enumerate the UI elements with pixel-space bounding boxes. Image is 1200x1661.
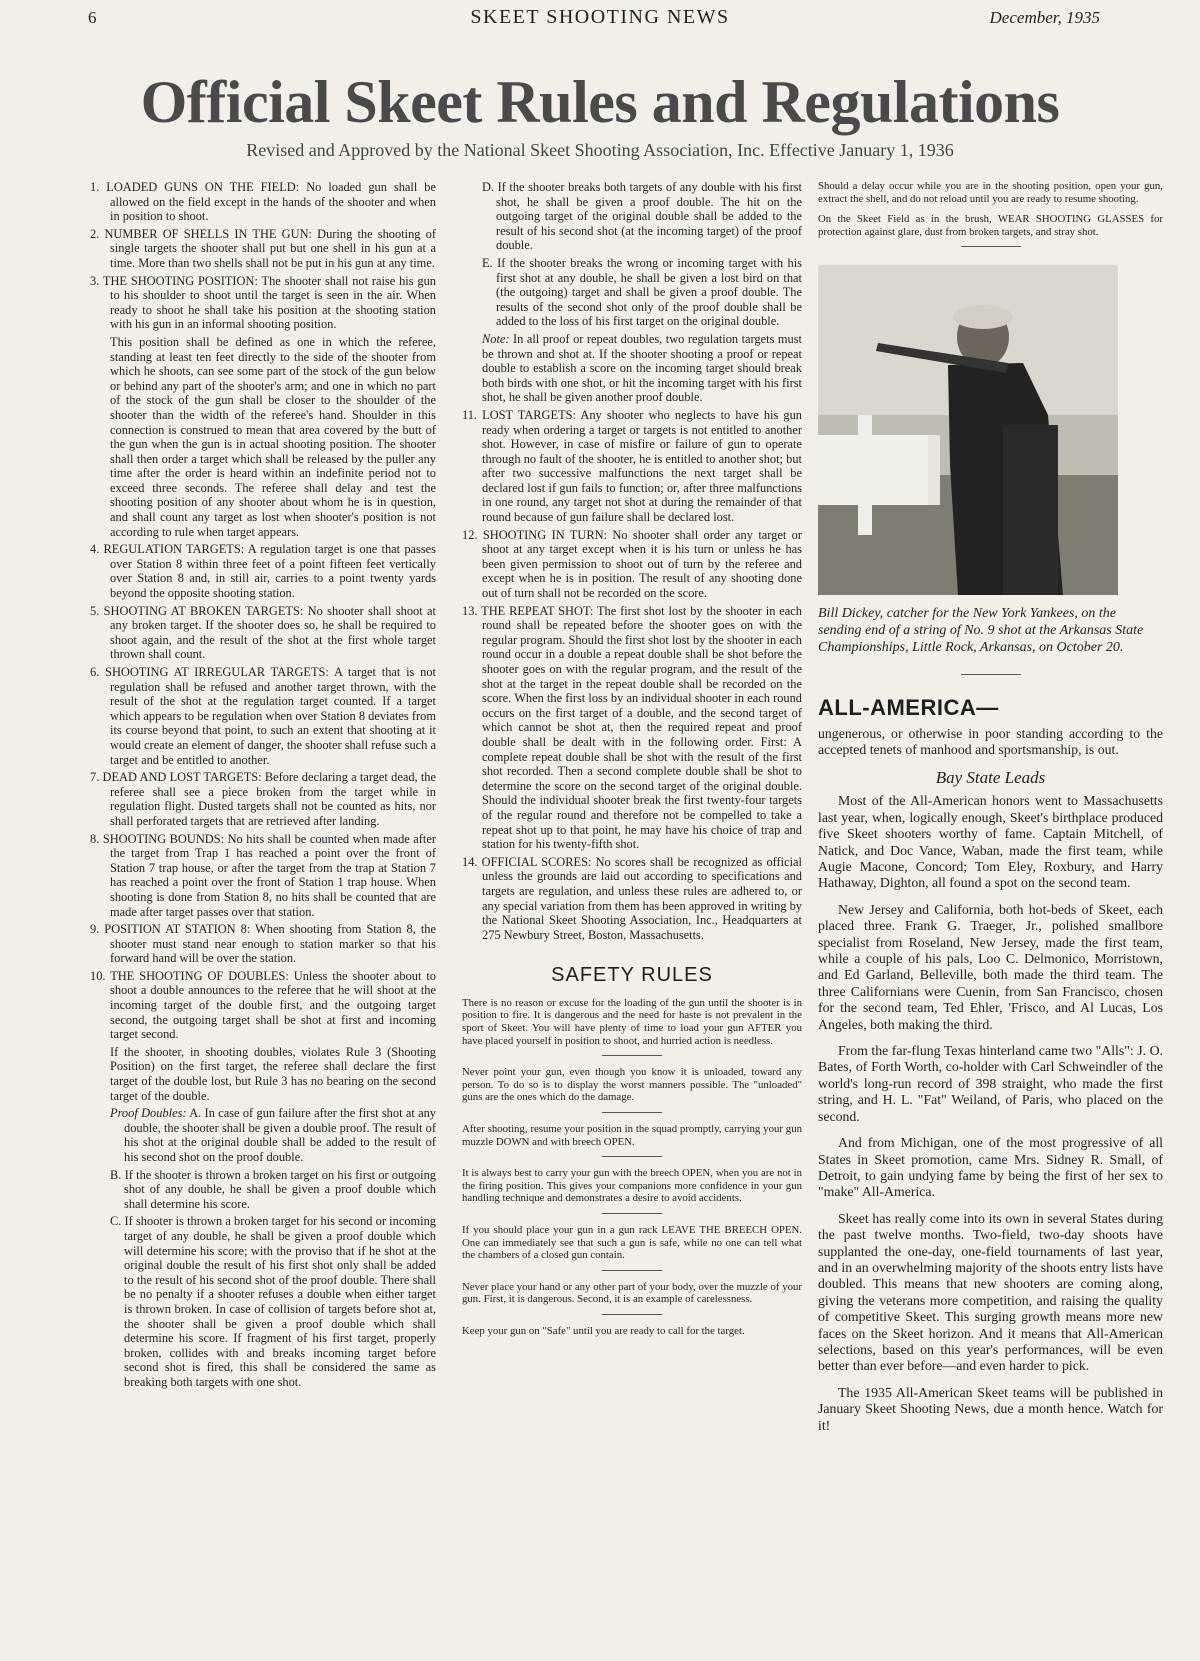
rule-14: 14. OFFICIAL SCORES: No scores shall be recognized as official unless the grounds are laid out according to specifications and targets are regulation, and unless these rules are adhered to, or any special variation from them has been approved in writing by the National Skeet Shooting Association, Inc., Headquarters at 275 Newbury Street, Boston, Massachusetts. [462, 854, 802, 942]
safety-paragraph: There is no reason or excuse for the loading of the gun until the shooter is in position to fire. It is dangerous and the need for haste is not prevalent in the sport of Skeet. You will have plenty of time to load your gun AFTER you have placed yourself in position to shoot, and hurried action is needless. [462, 996, 802, 1047]
publication-name: SKEET SHOOTING NEWS [470, 6, 730, 28]
article-paragraph: From the far-flung Texas hinterland came two "Alls": J. O. Bates, of Forth Worth, co-holder with Carl Schweindler of the world's long-run record of 398 straight, who made the first string, and H. L. "Fat" Weiland, of Paris, who placed on the second. [818, 1043, 1163, 1124]
proof-doubles-b: B. If the shooter is thrown a broken target on his first or outgoing shot of any double, he shall be given a proof double which shall determine his score. [110, 1167, 436, 1211]
issue-date: December, 1935 [989, 8, 1100, 27]
page-number: 6 [88, 8, 97, 27]
article-paragraph: ungenerous, or otherwise in poor standing according to the accepted tenets of manhood and sportsmanship, is out. [818, 725, 1163, 758]
safety-paragraph: If you should place your gun in a gun rack LEAVE THE BREECH OPEN. One can immediately see that such a gun is safe, while no one can tell what the chambers of a closed gun contain. [462, 1224, 802, 1262]
rule-12: 12. SHOOTING IN TURN: No shooter shall order any target or shoot at any target except when it is his turn or unless he has been given permission to shoot out of turn by the referee and except when he is in position. The result of any shooting done out of turn shall not be recorded on the score. [462, 527, 802, 601]
column-2 [462, 180, 802, 1630]
safety-paragraph: It is always best to carry your gun with the breech OPEN, when you are not in the firing position. This gives your companions more confidence in your gun handling technique and demonstrates a desire to avoid accidents. [462, 1167, 802, 1205]
rule-10-detail: If the shooter, in shooting doubles, violates Rule 3 (Shooting Position) on the first target, the referee shall declare the first target of the double lost, but Rule 3 has no bearing on the second target of the double. [110, 1044, 436, 1103]
proof-doubles-e: E. If the shooter breaks the wrong or incoming target with his first shot at any double, he shall be given a lost bird on that (the outgoing) target and shall be given a proof double. The results of the second shot only of the proof double shall be added to the loss of his first target on the original double. [482, 255, 802, 329]
safety-paragraph: Keep your gun on "Safe" until you are ready to call for the target. [462, 1324, 745, 1337]
page-subtitle: Revised and Approved by the National Skeet Shooting Association, Inc. Effective January 1, 1936 [246, 140, 954, 160]
rule-3: 3. THE SHOOTING POSITION: The shooter shall not raise his gun to his shoulder to shoot until the target is seen in the air. When ready to shoot he shall take his position at the shooting station with his gun in an informal shooting position. [90, 273, 436, 332]
rule-4: 4. REGULATION TARGETS: A regulation target is one that passes over Station 8 within three feet of a point fifteen feet vertically over Station 8 and, in still air, carries to a point twenty yards beyond the opposite shooting station. [90, 542, 436, 601]
safety-paragraph: After shooting, resume your position in the squad promptly, carrying your gun muzzle DOWN and with breech OPEN. [462, 1123, 802, 1148]
note-label: Note: [482, 331, 510, 346]
rule-7: 7. DEAD AND LOST TARGETS: Before declaring a target dead, the referee shall see a piece broken from the target while in regulation flight. Dusted targets shall not be counted as hits, nor shall perforated targets that are retrieved after landing. [90, 770, 436, 828]
article-paragraph: And from Michigan, one of the most progressive of all States in Skeet promotion, came Mrs. Sidney R. Small, of Detroit, to gain undying fame by being the first of her sex to "make" All-America. [818, 1135, 1163, 1200]
article-paragraph: The 1935 All-American Skeet teams will be published in January Skeet Shooting News, due a month hence. Watch for it! [818, 1384, 1163, 1433]
proof-doubles-a: Proof Doubles: A. In case of gun failure after the first shot at any double, the shooter shall be given a double proof. The result of his shot at the original double shall be added to the result of his second shot on the proof double. [110, 1106, 436, 1164]
divider [602, 1314, 662, 1315]
rule-2: 2. NUMBER OF SHELLS IN THE GUN: During the shooting of single targets the shooter shall put but one shell in his gun at a time. More than two shells shall not be put in his gun at any time. [90, 226, 436, 270]
rule-6: 6. SHOOTING AT IRREGULAR TARGETS: A target that is not regulation shall be refused and another target thrown, with the result of the shot at the regulation target counted. If a target which appears to be regulation when over Station 8 deviates from its course beyond that point, to such an extent that shooting at it would create an element of danger, the shooter shall refuse such a target and be entitled to another. [90, 665, 436, 767]
article-paragraph: Skeet has really come into its own in several States during the past twelve months. Two-field, two-day shoots have supplanted the one-day, one-field tournaments of last year, and in an overwhelming majority of the shoots entry lists have doubled. This means that new shooters are coming along, giving the veterans more competition, and raising the quality of competitive Skeet. This surging growth means more new faces on the Skeet horizon. And it means that All-American selections, based on this year's performances, will be even better than ever before—and even harder to pick. [818, 1210, 1163, 1374]
divider [961, 246, 1021, 247]
column-3 [818, 180, 1163, 1630]
rule-8: 8. SHOOTING BOUNDS: No hits shall be counted when made after the target from Trap 1 has reached a point over the front of Station 7 trap house, or after the target from the trap at Station 7 has reached a point over the front of Station 1 trap house. When shooting is done from Station 8, no hits shall be counted that are made after target passes over that station. [90, 831, 436, 919]
safety-paragraph: Should a delay occur while you are in the shooting position, open your gun, extract the shell, and do not reload until you are ready to resume shooting. [818, 180, 1163, 205]
divider [961, 674, 1021, 675]
rule-5: 5. SHOOTING AT BROKEN TARGETS: No shooter shall shoot at any broken target. If the shooter does so, he shall be required to shoot again, and the result of the shot at the first whole target thrown shall count. [90, 603, 436, 662]
shooter-photo-illustration [818, 265, 1118, 595]
divider [602, 1055, 662, 1056]
safety-paragraph: Never place your hand or any other part of your body, over the muzzle of your gun. First, it is dangerous. Second, it is an example of carelessness. [462, 1280, 802, 1306]
proof-doubles-c: C. If shooter is thrown a broken target for his second or incoming target of any double, he shall be given a proof double which will determine his score; with the proviso that if he shot at the original double the result of his first shot only shall be added to the result of his second shot of the proof double. There shall be no penalty if a shooter refuses a double when either target is thrown broken. In case of collision of targets before shot at, the shooter shall be given a proof double which shall determine his score. If fragment of his first target, properly broken, collides with and breaks incoming target before second shot is fired, this shall be considered the same as breaking both targets with one shot. [110, 1214, 436, 1389]
divider [602, 1213, 662, 1214]
safety-rules-heading: SAFETY RULES [551, 964, 713, 987]
article-paragraph: New Jersey and California, both hot-beds of Skeet, each placed three. Frank G. Traeger, Jr., polished smallbore specialist from Roseland, New Jersey, made the first team, while a couple of his pals, Loo C. Delmonico, Morristown, and Ed Garland, Belleville, both made the third team. The three Californians were Cuenin, from San Francisco, chosen for the second team, Ted Ehler, 'Frisco, and Al Lucas, Los Angeles, both making the third. [818, 901, 1163, 1032]
divider [602, 1270, 662, 1271]
page-header [0, 6, 1200, 30]
proof-doubles-d: D. If the shooter breaks both targets of any double with his first shot, he shall be given a proof double. The hit on the outgoing target of the original double shall be added to the result of his second shot (at the incoming target) of the proof double. [482, 180, 802, 253]
proof-doubles-label: Proof Doubles: [110, 1106, 187, 1121]
doubles-note: Note: In all proof or repeat doubles, two regulation targets must be thrown and shot at. If the shooter shooting a proof or repeat double to establish a score on the incoming target should break both birds with one shot, or hit the incoming target with his first shot, he shall be given another proof double. [482, 331, 802, 405]
article-subheading: Bay State Leads [935, 767, 1046, 787]
safety-paragraph: On the Skeet Field as in the brush, WEAR SHOOTING GLASSES for protection against glare, dust from broken targets, and stray shot. [818, 213, 1163, 238]
rule-13: 13. THE REPEAT SHOT: The first shot lost by the shooter in each round shall be repeated before the shooter goes on with the regular program. Should the first shot lost by the shooter in each round occur in a double a repeat double shall be shot before the shooter goes on with the regular program, and the result of the shot at the target in the repeat double shall be recorded on the score. When the first loss by an individual shooter in each round occurs on the first target of a double, and the second target of which cannot be shot at, then the required repeat and proof double shall be dealt with in the following order. First: A complete repeat double shall be shot with the result of the first shot recorded. Then a second complete double shall be shot to determine the score on the second target of the original double. Should the individual shooter break the first twenty-four targets of the regular round and therefore not be compelled to take a repeat shot up to that point, he may have his choice of trap and station for his twenty-fifth shot. [462, 603, 802, 852]
article-paragraph: Most of the All-American honors went to Massachusetts last year, when, logically enough, Skeet's birthplace produced five Skeet shooters worthy of fame. Captain Mitchell, of Natick, and Doc Vance, Waban, made the first team, while Augie Macone, Concord; Tom Eley, Roxbury, and Harry Hathaway, Dighton, all found a spot on the second team. [818, 793, 1163, 891]
safety-paragraph: Never point your gun, even though you know it is unloaded, toward any person. To do so is to display the worst manners possible. The "unloaded" guns are the ones which do the damage. [462, 1066, 802, 1104]
rule-11: 11. LOST TARGETS: Any shooter who neglects to have his gun ready when ordering a target or targets is not entitled to another shot. However, in case of misfire or failure of gun to operate through no fault of the shooter, he is entitled to another shot; but after two successive malfunctions the next target shall be declared lost if gun fails to function; or, after three malfunctions in one round, any target not shot at during the remainder of that round because of gun failure shall be declared lost. [462, 407, 802, 525]
rule-3-detail: This position shall be defined as one in which the referee, standing at least ten feet directly to the side of the shooter from which he shoots, can see some part of the stock of the gun below or behind any part of the shooter's arm; and one in which no part of the stock of the gun shall be closer to the shoulder of the shooter than the width of the referee's hand. Shoulder in this connection is construed to mean that area covered by the butt of the gun when the gun is in actual shooting position. The shooter shall then order a target which shall be released by the puller any time after the order is heard within an indefinite period not to exceed three seconds. The referee shall delay and test the shooting position of any shooter about whom he is in question, and shall count any target as lost when shooter's position is not according to rule when target appears. [110, 334, 436, 539]
page-title: Official Skeet Rules and Regulations [140, 69, 1060, 135]
rule-1: 1. LOADED GUNS ON THE FIELD: No loaded gun shall be allowed on the field except in the hands of the shooter and when in position to shoot. [90, 180, 436, 224]
rule-9: 9. POSITION AT STATION 8: When shooting from Station 8, the shooter must stand near enough to station marker so that his forward hand will be over the station. [90, 922, 436, 966]
divider [602, 1156, 662, 1157]
column-1 [90, 180, 436, 1630]
rule-10: 10. THE SHOOTING OF DOUBLES: Unless the shooter about to shoot a double announces to the referee that he will shoot at the incoming target of the double first, and the outgoing target second, the outgoing target shall be shot at first and incoming target second. [90, 968, 436, 1042]
all-america-heading: ALL-AMERICA— [818, 695, 999, 721]
photo-bill-dickey [818, 265, 1118, 595]
photo-caption: Bill Dickey, catcher for the New York Yankees, on the sending end of a string of No. 9 shot at the Arkansas State Championships, Little Rock, Arkansas, on October 20. [818, 606, 1144, 656]
divider [602, 1112, 662, 1113]
